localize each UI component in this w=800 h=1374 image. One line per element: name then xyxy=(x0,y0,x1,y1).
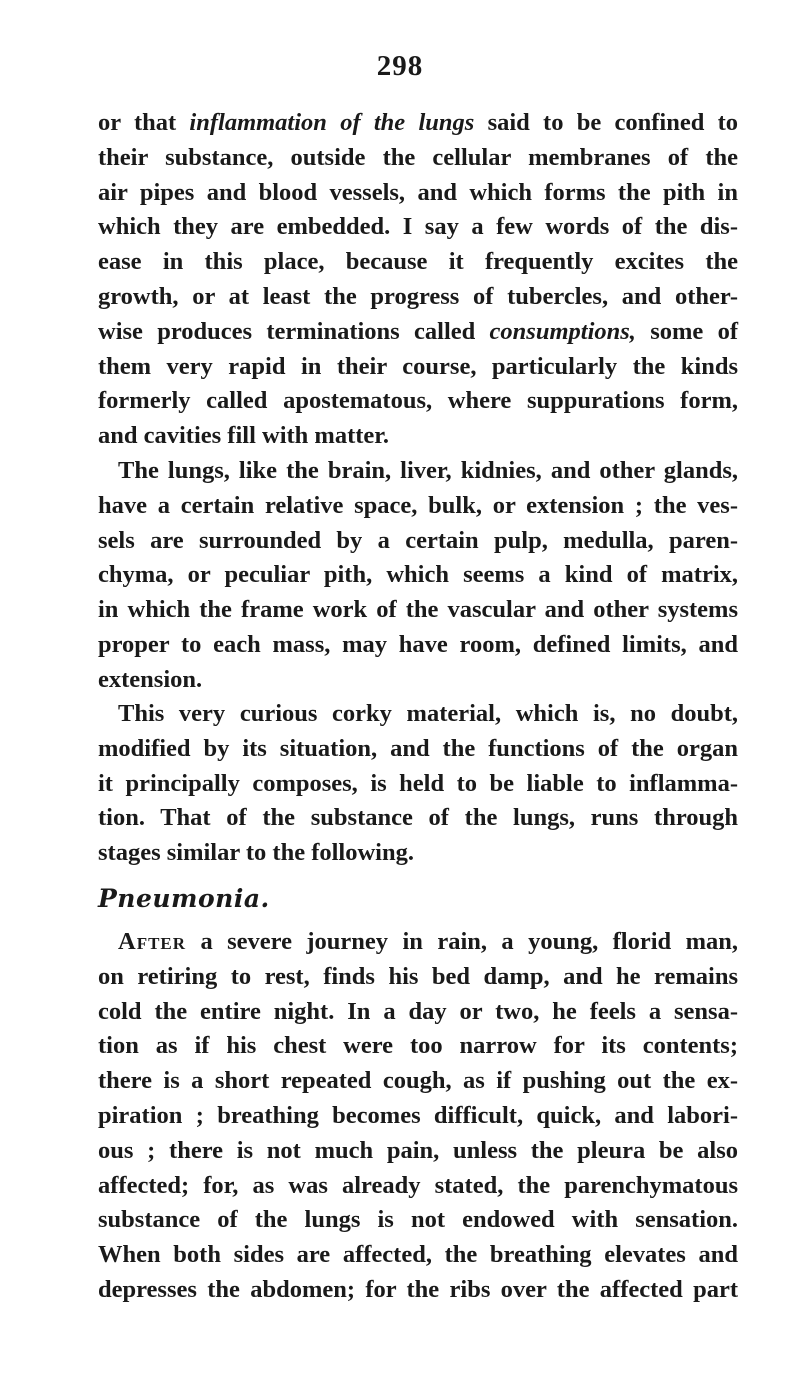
text-line: affected; for, as was already stated, the parenchymatous xyxy=(98,1171,738,1199)
text-line: tion as if his chest were too narrow for its contents; xyxy=(98,1032,738,1060)
text-line: tion. That of the substance of the lungs, runs through xyxy=(98,804,738,832)
text-line: chyma, or peculiar pith, which seems a kind of matrix, xyxy=(98,561,738,589)
text-line: there is a short repeated cough, as if pushing out the ex- xyxy=(98,1067,738,1095)
text-line: air pipes and blood vessels, and which forms the pith in xyxy=(98,178,738,206)
text-line: After a severe journey in rain, a young, florid man, xyxy=(118,928,738,955)
text-line: them very rapid in their course, particularly the kinds xyxy=(98,352,738,380)
text-line: cold the entire night. In a day or two, he feels a sensa- xyxy=(98,997,738,1025)
text-line: it principally composes, is held to be liable to inflamma- xyxy=(98,769,738,797)
text-line: This very curious corky material, which is, no doubt, xyxy=(118,700,738,727)
text-line: on retiring to rest, finds his bed damp, and he remains xyxy=(98,962,738,990)
text-line: and cavities fill with matter. xyxy=(98,422,390,450)
text-line: substance of the lungs is not endowed with sensation. xyxy=(98,1206,738,1234)
paragraph-pneumonia-case xyxy=(98,925,738,1308)
text-line: which they are embedded. I say a few words of the dis- xyxy=(98,213,738,241)
italic-phrase: inflammation of the lungs xyxy=(189,109,475,136)
text-line: When both sides are affected, the breathing elevates and xyxy=(98,1241,738,1269)
text-line: their substance, outside the cellular membranes of the xyxy=(98,143,738,171)
text-line: growth, or at least the progress of tubercles, and other- xyxy=(98,282,738,310)
page-number: 298 xyxy=(376,50,424,82)
text-line: piration ; breathing becomes difficult, quick, and labori- xyxy=(98,1101,738,1129)
text-line: modified by its situation, and the functions of the organ xyxy=(98,734,738,762)
text-line: sels are surrounded by a certain pulp, medulla, paren- xyxy=(98,526,738,554)
text-line: formerly called apostematous, where suppurations form, xyxy=(98,387,738,415)
paragraph-inflammation-of-lungs xyxy=(98,106,738,454)
text-line: proper to each mass, may have room, defined limits, and xyxy=(98,630,738,658)
section-heading: Pneumonia. xyxy=(98,884,270,913)
lead-word: After xyxy=(118,928,187,955)
text-line: have a certain relative space, bulk, or extension ; the ves- xyxy=(98,491,738,519)
paragraph-corky-material xyxy=(98,697,738,871)
text-line: wise produces terminations called consumptions, some of xyxy=(98,317,738,345)
italic-phrase: consumptions, xyxy=(489,317,636,345)
text-line: extension. xyxy=(98,665,203,693)
text-line: ease in this place, because it frequently excites the xyxy=(98,248,738,276)
text-line: ous ; there is not much pain, unless the pleura be also xyxy=(98,1136,738,1164)
text-line: in which the frame work of the vascular and other systems xyxy=(98,596,738,624)
text-line: depresses the abdomen; for the ribs over the affected part xyxy=(98,1275,738,1303)
text-line: The lungs, like the brain, liver, kidnies, and other glands, xyxy=(118,457,738,484)
text-line: stages similar to the following. xyxy=(98,839,414,867)
text-line: or that inflammation of the lungs said to be confined to xyxy=(98,109,739,136)
paragraph-lungs-extension xyxy=(98,454,738,698)
